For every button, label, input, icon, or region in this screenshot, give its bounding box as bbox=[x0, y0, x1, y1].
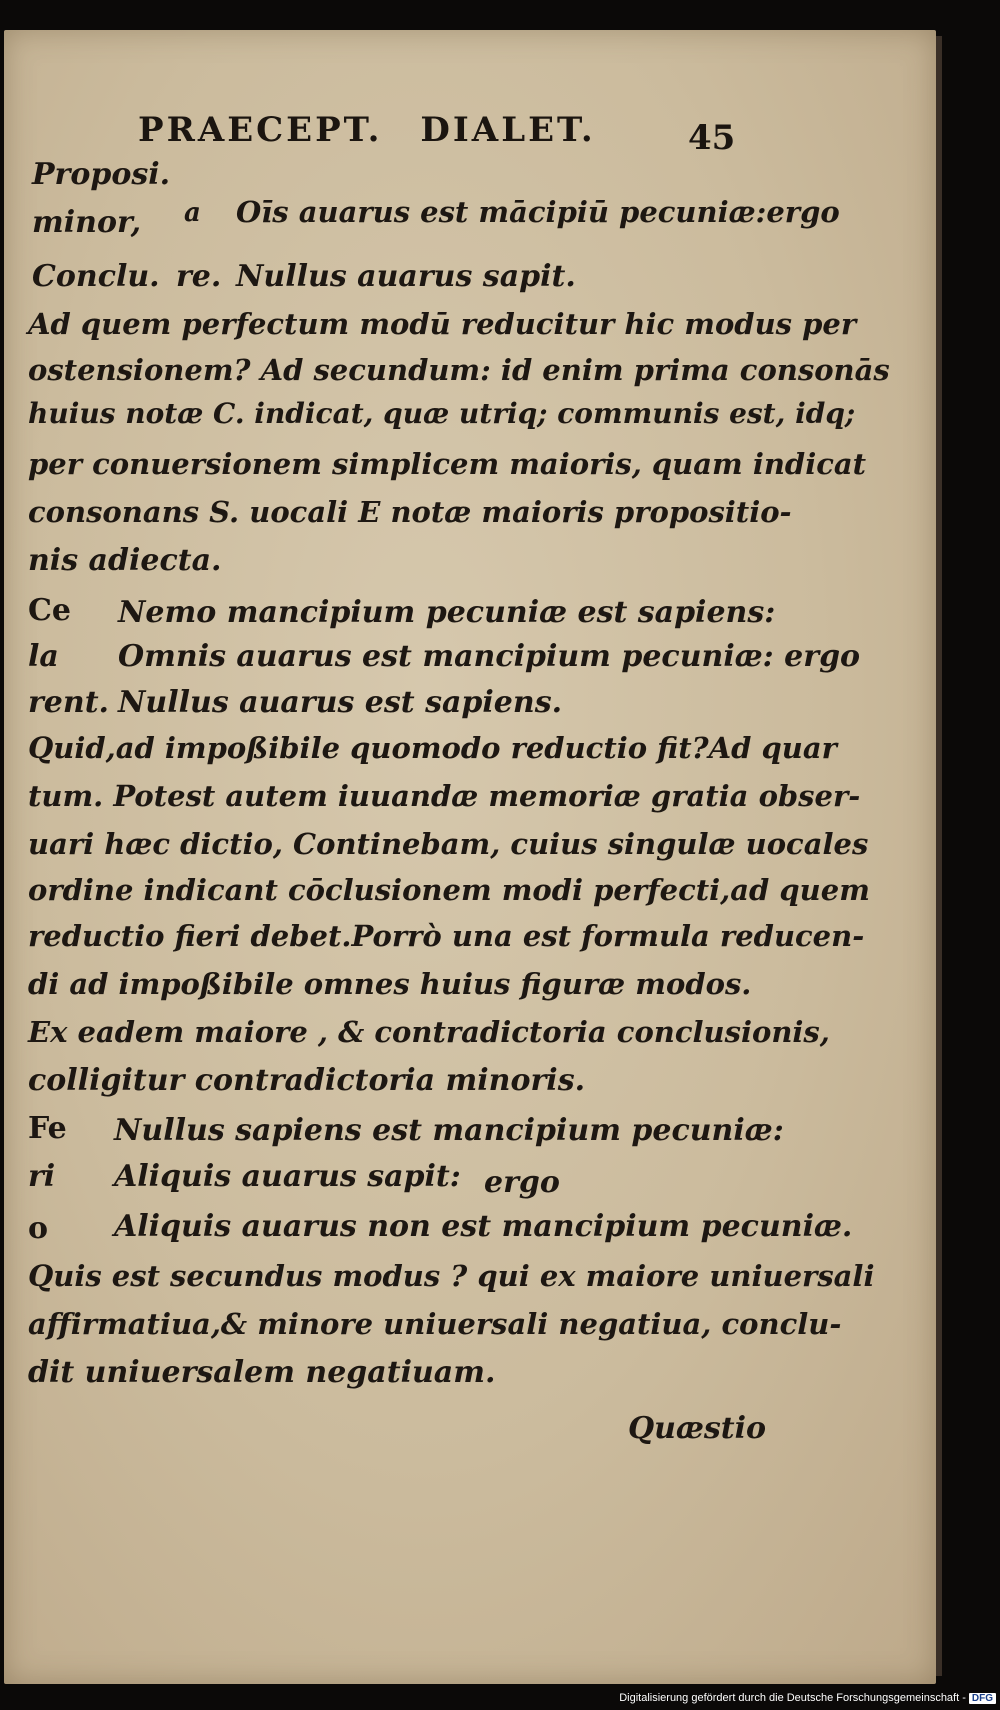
text-line: colligitur contradictoria minoris. bbox=[28, 1063, 586, 1098]
mnemonic-syllable: rent. bbox=[28, 685, 110, 720]
text-line: per conuersionem simplicem maioris, quam indicat bbox=[28, 447, 867, 481]
running-head bbox=[138, 110, 596, 150]
text-line: uari hæc dictio, Continebam, cuius singulæ uocales bbox=[28, 827, 869, 861]
page-number: 45 bbox=[688, 118, 736, 158]
mnemonic-syllable: a bbox=[184, 198, 201, 228]
mnemonic-syllable: ri bbox=[28, 1159, 56, 1194]
mnemonic-syllable: la bbox=[28, 639, 59, 674]
text-line: ergo bbox=[484, 1165, 560, 1200]
digitization-credit bbox=[0, 1692, 1000, 1710]
running-head-right: DIALET. bbox=[420, 110, 596, 150]
text-line: Oīs auarus est mācipiū pecuniæ:ergo bbox=[236, 195, 840, 229]
text-line: Nullus auarus est sapiens. bbox=[118, 685, 563, 720]
text-line: Nullus auarus sapit. bbox=[236, 259, 576, 294]
text-line: huius notæ C. indicat, quæ utriq; communis est, idq; bbox=[28, 397, 856, 430]
text-line: Aliquis auarus non est mancipium pecuniæ. bbox=[114, 1209, 853, 1244]
text-line: Nemo mancipium pecuniæ est sapiens: bbox=[118, 595, 776, 630]
text-line: nis adiecta. bbox=[28, 543, 222, 578]
text-line: Nullus sapiens est mancipium pecuniæ: bbox=[114, 1113, 784, 1148]
text-line: reductio fieri debet.Porrò una est formula reducen- bbox=[28, 919, 865, 953]
text-line: Omnis auarus est mancipium pecuniæ: ergo bbox=[118, 639, 861, 674]
text-line: Quid,ad impoßibile quomodo reductio fit?Ad quar bbox=[28, 731, 837, 765]
text-line: dit uniuersalem negatiuam. bbox=[28, 1355, 496, 1390]
catchword: Quæstio bbox=[628, 1411, 767, 1446]
text-line: Ad quem perfectum modū reducitur hic modus per bbox=[28, 307, 857, 341]
text-line: Quis est secundus modus ? qui ex maiore uniuersali bbox=[28, 1259, 875, 1293]
text-line: ostensionem? Ad secundum: id enim prima consonās bbox=[28, 353, 890, 387]
text-line: tum. Potest autem iuuandæ memoriæ gratia obser- bbox=[28, 779, 861, 813]
dfg-logo: DFG bbox=[969, 1693, 996, 1704]
text-line: Aliquis auarus sapit: bbox=[114, 1159, 461, 1194]
text-line: di ad impoßibile omnes huius figuræ modos. bbox=[28, 967, 752, 1001]
mnemonic-syllable: Fe bbox=[28, 1111, 67, 1146]
margin-label: minor, bbox=[32, 205, 142, 240]
margin-label: Conclu. bbox=[32, 259, 160, 294]
text-line: consonans S. uocali E notæ maioris propositio- bbox=[28, 495, 792, 529]
mnemonic-syllable: re. bbox=[176, 259, 222, 294]
text-line: Ex eadem maiore , & contradictoria conclusionis, bbox=[28, 1015, 830, 1049]
running-head-left: PRAECEPT. bbox=[138, 110, 383, 150]
credit-text: Digitalisierung gefördert durch die Deutsche Forschungsgemeinschaft - bbox=[619, 1692, 966, 1705]
margin-label: Proposi. bbox=[32, 157, 171, 192]
text-line: ordine indicant cōclusionem modi perfecti,ad quem bbox=[28, 873, 870, 907]
text-line: affirmatiua,& minore uniuersali negatiua, conclu- bbox=[28, 1307, 842, 1341]
page-edge bbox=[936, 36, 942, 1676]
mnemonic-syllable: Ce bbox=[28, 593, 71, 628]
mnemonic-syllable: o bbox=[28, 1211, 49, 1246]
